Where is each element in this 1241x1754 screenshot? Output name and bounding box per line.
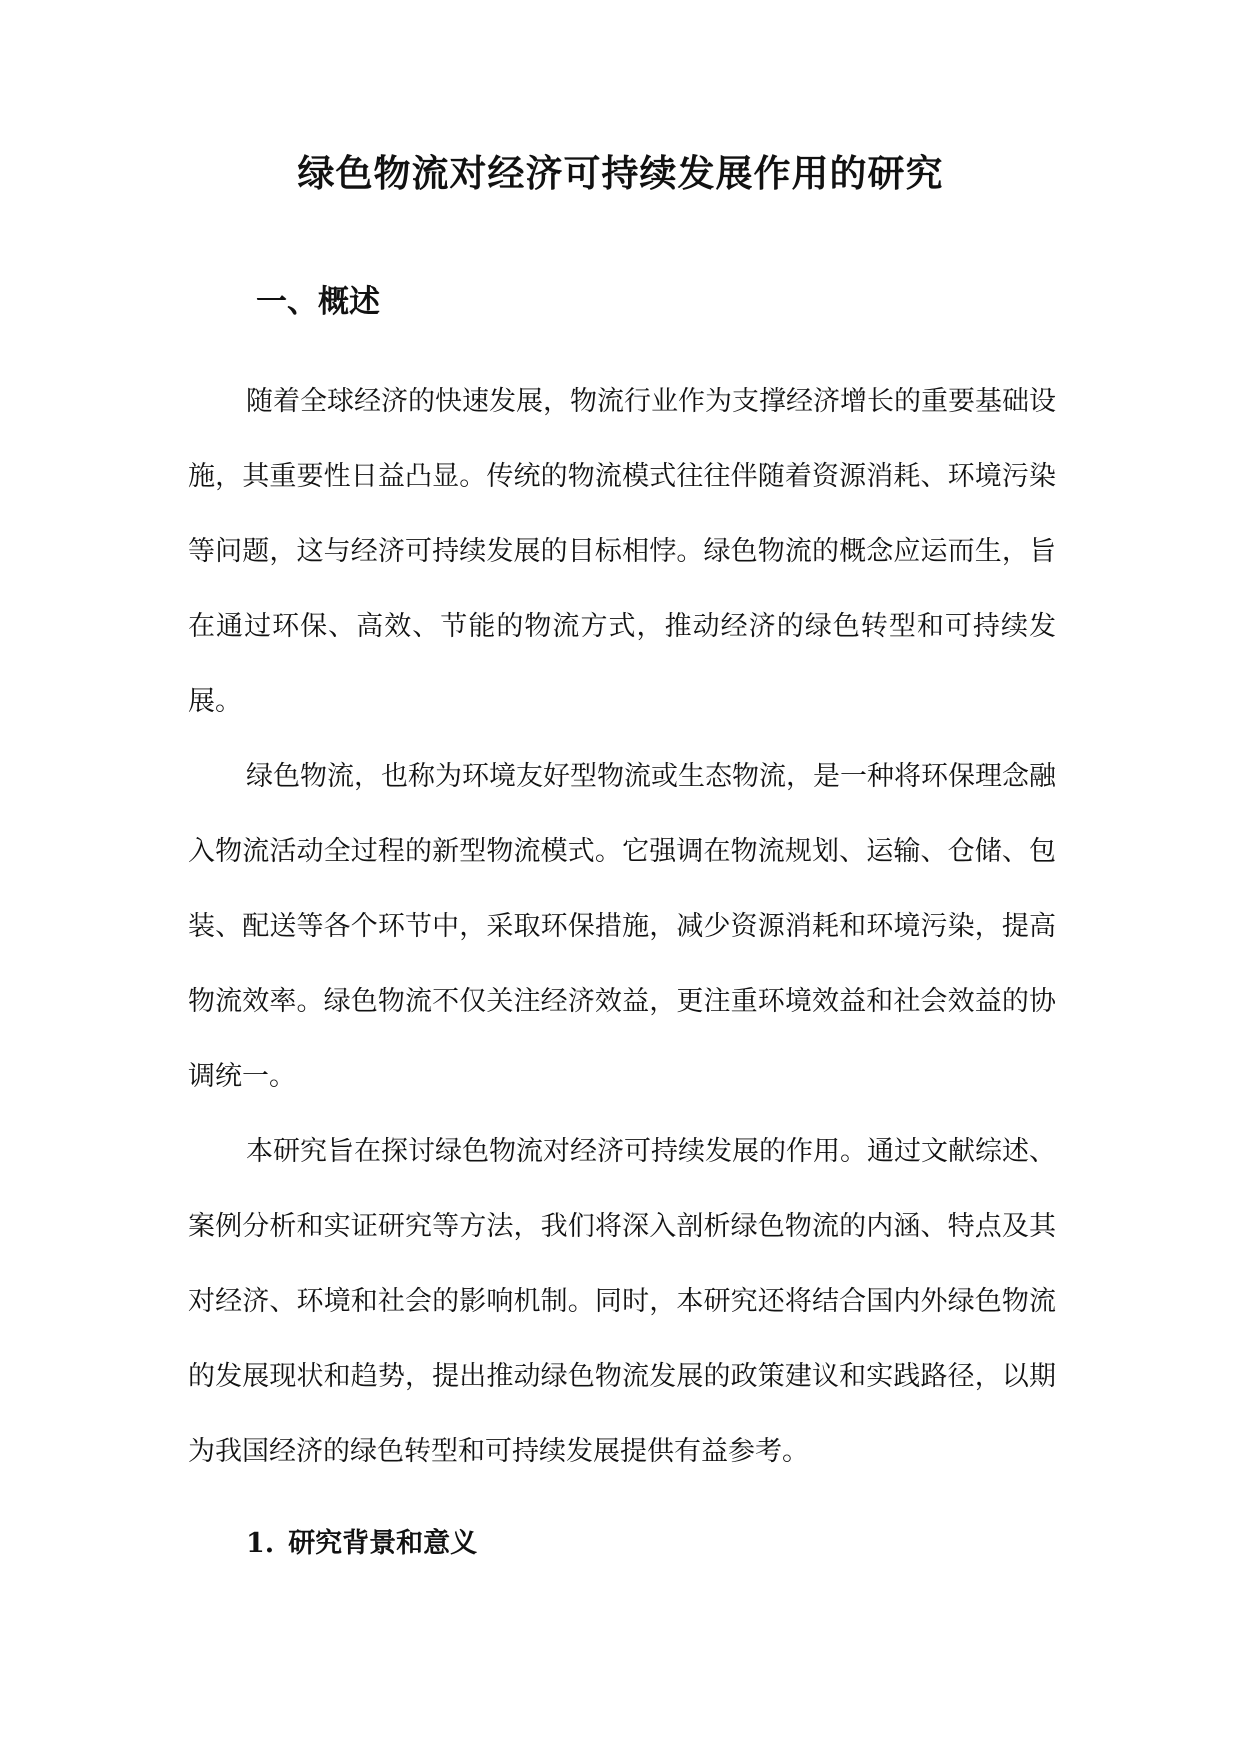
- paragraph-1: 随着全球经济的快速发展，物流行业作为支撑经济增长的重要基础设施，其重要性日益凸显。传统的物流模式往往伴随着资源消耗、环境污染等问题，这与经济可持续发展的目标相悖。绿色物流的概念应运而生，旨在通过环保、高效、节能的物流方式，推动经济的绿色转型和可持续发展。: [188, 386, 1056, 717]
- subsection-title: 研究背景和意义: [288, 1528, 478, 1559]
- document-title: 绿色物流对经济可持续发展作用的研究: [297, 152, 944, 195]
- section-body: [188, 364, 1056, 1489]
- paragraph-2: 绿色物流，也称为环境友好型物流或生态物流，是一种将环保理念融入物流活动全过程的新型物流模式。它强调在物流规划、运输、仓储、包装、配送等各个环节中，采取环保措施，减少资源消耗和环境污染，提高物流效率。绿色物流不仅关注经济效益，更注重环境效益和社会效益的协调统一。: [188, 761, 1056, 1092]
- section-heading: 一、概述: [256, 284, 380, 320]
- subsection-heading: [246, 1524, 477, 1564]
- paragraph-3: 本研究旨在探讨绿色物流对经济可持续发展的作用。通过文献综述、案例分析和实证研究等方法，我们将深入剖析绿色物流的内涵、特点及其对经济、环境和社会的影响机制。同时，本研究还将结合国内外绿色物流的发展现状和趋势，提出推动绿色物流发展的政策建议和实践路径，以期为我国经济的绿色转型和可持续发展提供有益参考。: [188, 1136, 1056, 1467]
- subsection-number: 1.: [246, 1528, 275, 1559]
